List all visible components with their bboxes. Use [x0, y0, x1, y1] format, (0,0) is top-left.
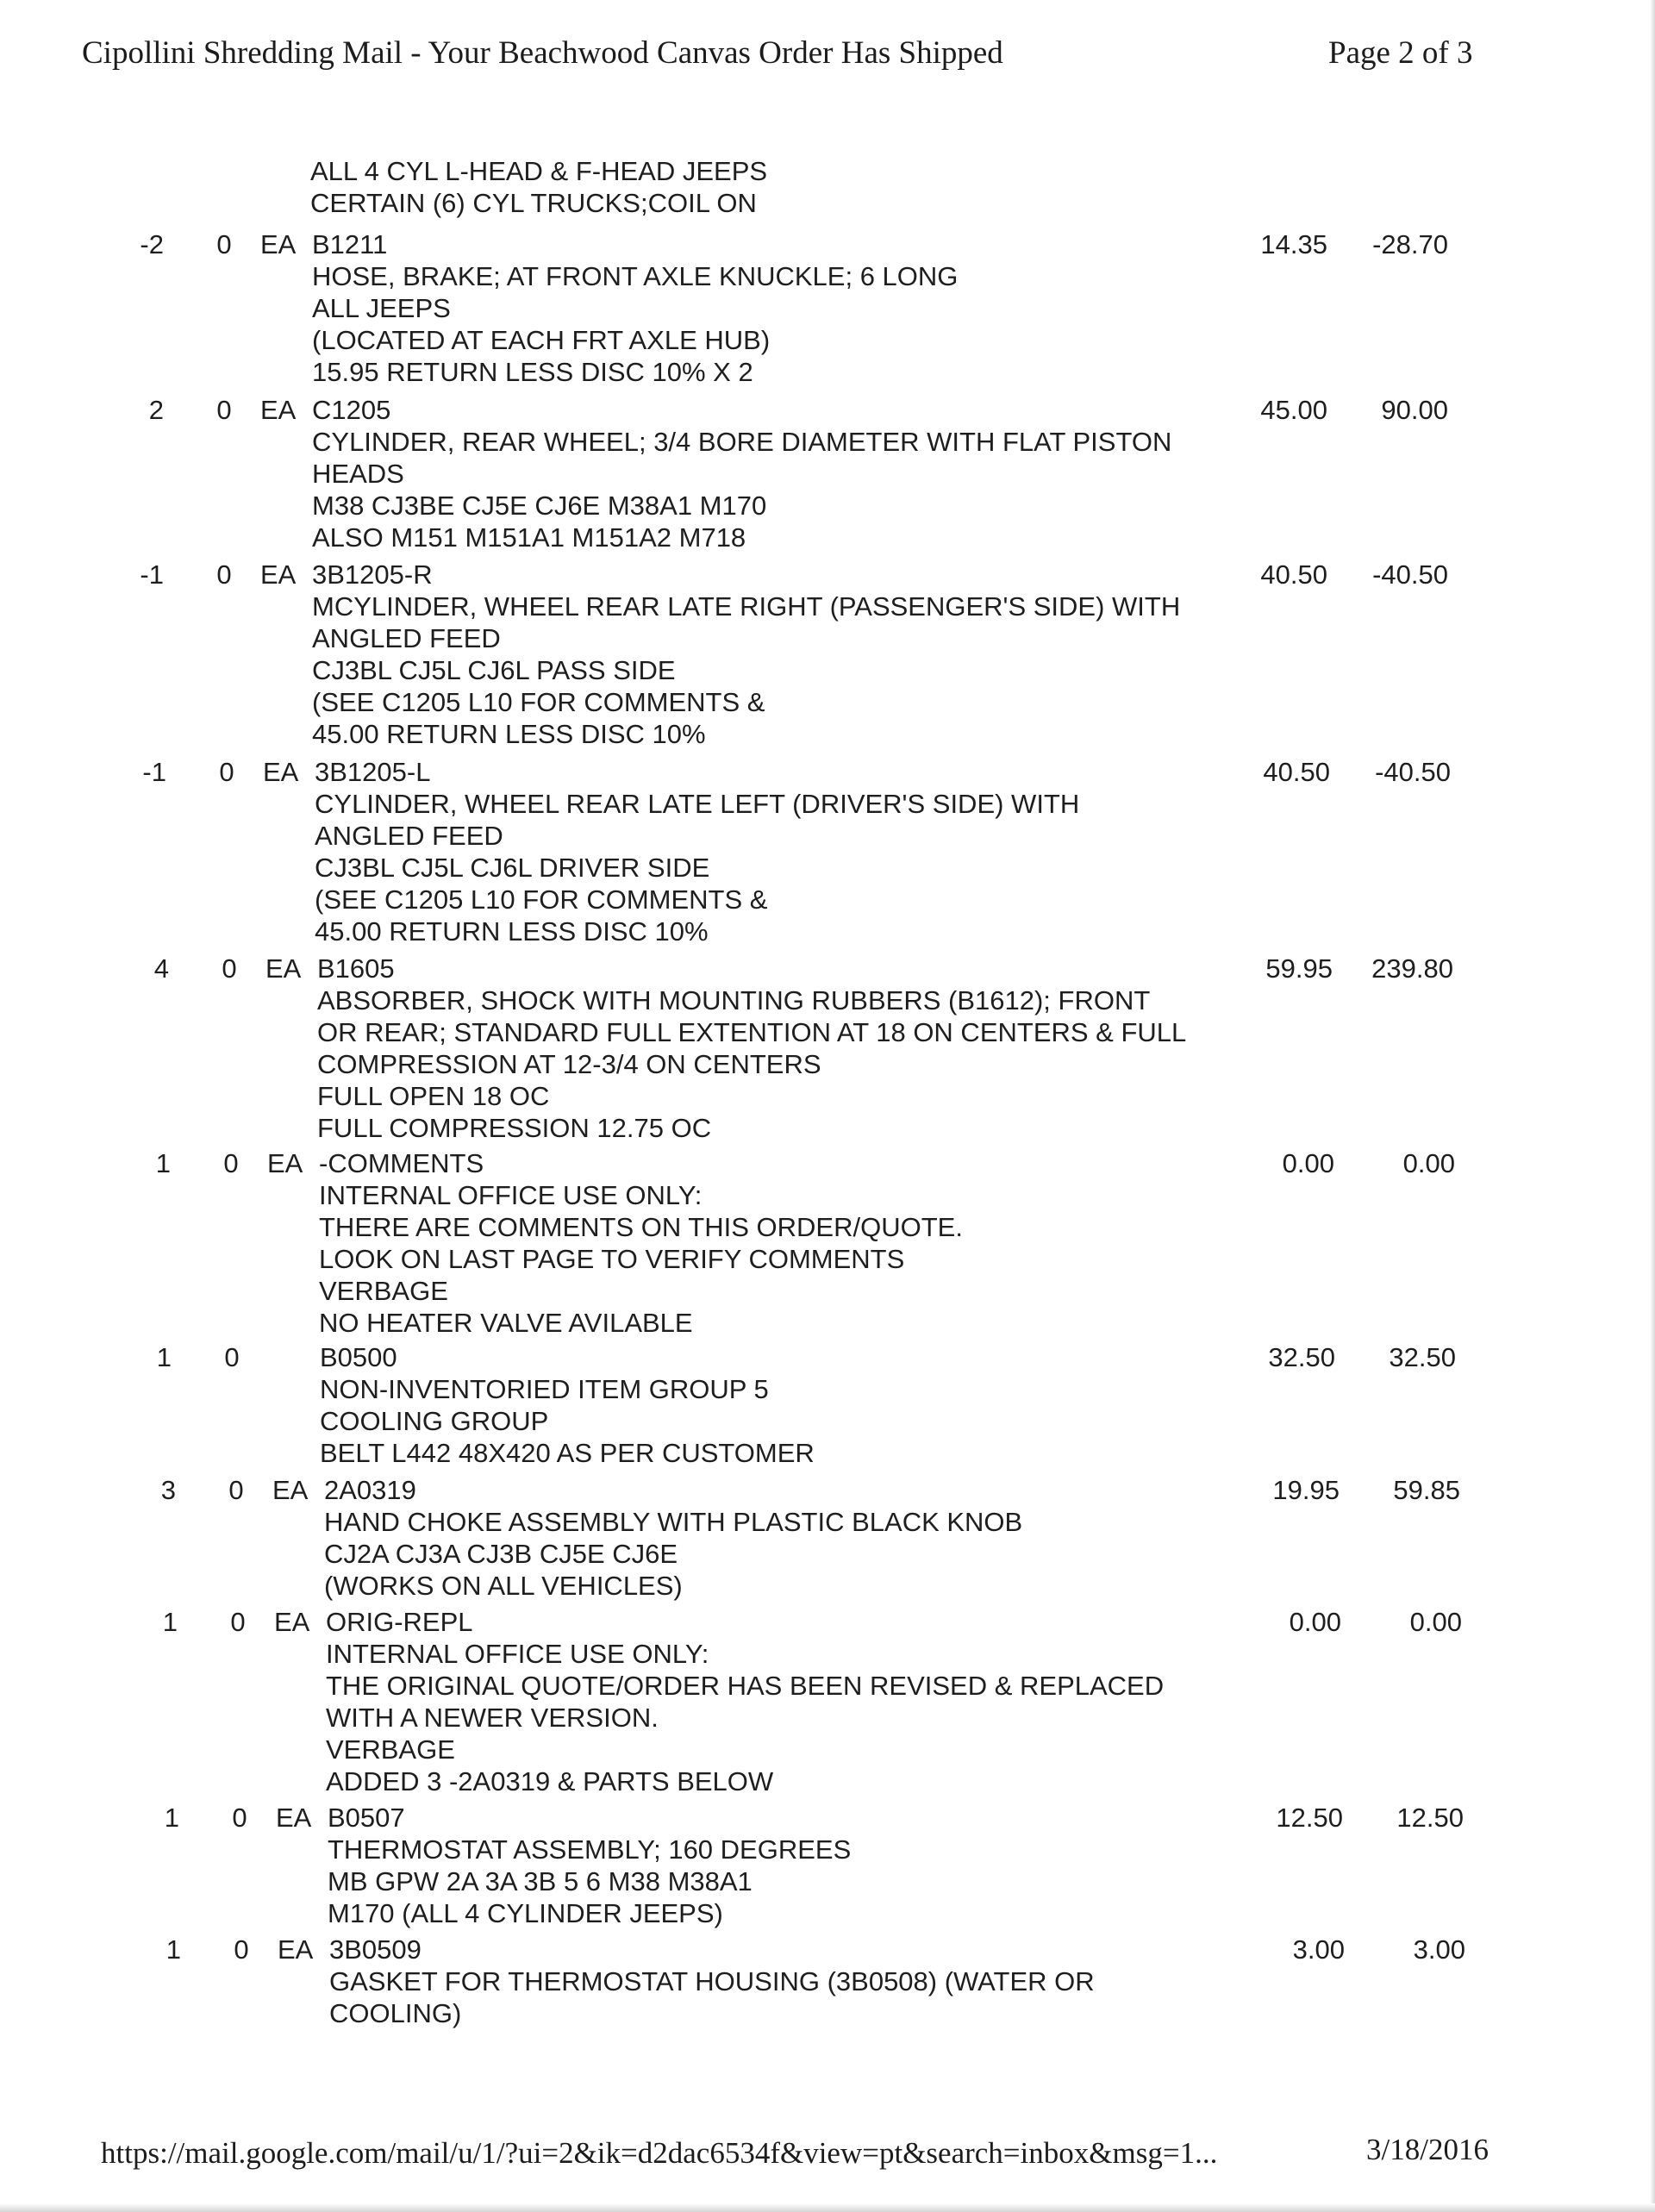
description-line: (LOCATED AT EACH FRT AXLE HUB) [312, 325, 771, 355]
extended-amount: 0.00 [1409, 1607, 1462, 1637]
footer-date: 3/18/2016 [1366, 2133, 1489, 2166]
backorder-qty: 0 [222, 953, 237, 984]
backorder-qty: 0 [216, 229, 232, 259]
continuation-lines [310, 155, 767, 219]
unit-price: 40.50 [1260, 559, 1327, 590]
quantity: 1 [162, 1607, 178, 1637]
description-line: NON-INVENTORIED ITEM GROUP 5 [320, 1374, 769, 1404]
item-description [312, 426, 1171, 553]
page-header-title: Cipollini Shredding Mail - Your Beachwood Canvas Order Has Shipped [82, 35, 1003, 71]
description-line: VERBAGE [319, 1276, 448, 1306]
description-line: MCYLINDER, WHEEL REAR LATE RIGHT (PASSENGER'S SIDE) WITH [312, 591, 1181, 622]
quantity: 2 [148, 395, 164, 425]
part-number: C1205 [312, 395, 391, 425]
unit-of-measure: EA [263, 757, 299, 787]
unit-of-measure: EA [274, 1607, 310, 1637]
description-line: GASKET FOR THERMOSTAT HOUSING (3B0508) (WATER OR [329, 1966, 1095, 1996]
unit-price: 3.00 [1292, 1934, 1345, 1965]
item-description [328, 1834, 851, 1929]
part-number: -COMMENTS [319, 1148, 484, 1178]
item-description [326, 1638, 1164, 1797]
quantity: 1 [156, 1342, 172, 1372]
description-line: CJ3BL CJ5L CJ6L DRIVER SIDE [315, 853, 710, 883]
unit-price: 45.00 [1260, 395, 1327, 425]
extended-amount: 239.80 [1371, 953, 1453, 984]
unit-of-measure: EA [260, 559, 297, 590]
unit-price: 0.00 [1289, 1607, 1341, 1637]
description-line: CJ3BL CJ5L CJ6L PASS SIDE [312, 655, 676, 685]
part-number: B1605 [317, 953, 395, 984]
item-description [317, 984, 1186, 1144]
extended-amount: 0.00 [1402, 1148, 1455, 1178]
page-number: Page 2 of 3 [1328, 35, 1473, 71]
unit-of-measure: EA [276, 1803, 312, 1833]
backorder-qty: 0 [223, 1148, 239, 1178]
description-line: (WORKS ON ALL VEHICLES) [324, 1571, 683, 1601]
item-description [324, 1506, 1022, 1602]
unit-price: 12.50 [1276, 1803, 1343, 1833]
item-description [312, 260, 958, 388]
scan-edge [0, 2203, 1655, 2212]
description-line: BELT L442 48X420 AS PER CUSTOMER [320, 1438, 815, 1468]
unit-of-measure: EA [278, 1934, 314, 1965]
description-line: CJ2A CJ3A CJ3B CJ5E CJ6E [324, 1539, 678, 1569]
extended-amount: -40.50 [1375, 757, 1451, 787]
quantity: 1 [164, 1803, 179, 1833]
description-line: 15.95 RETURN LESS DISC 10% X 2 [312, 357, 753, 387]
unit-price: 0.00 [1282, 1148, 1334, 1178]
unit-of-measure: EA [260, 395, 297, 425]
description-line: COOLING GROUP [320, 1406, 549, 1436]
unit-price: 59.95 [1265, 953, 1333, 984]
description-line: OR REAR; STANDARD FULL EXTENTION AT 18 ON CENTERS & FULL [317, 1017, 1187, 1047]
backorder-qty: 0 [224, 1342, 240, 1372]
description-line: ANGLED FEED [315, 821, 503, 851]
quantity: -1 [142, 757, 166, 787]
description-line: WITH A NEWER VERSION. [326, 1703, 659, 1733]
description-line: (SEE C1205 L10 FOR COMMENTS & [315, 884, 768, 915]
backorder-qty: 0 [216, 395, 232, 425]
item-description [329, 1965, 1095, 2029]
description-line: THERE ARE COMMENTS ON THIS ORDER/QUOTE. [319, 1212, 963, 1242]
description-line: 45.00 RETURN LESS DISC 10% [315, 916, 709, 947]
part-number: B0507 [328, 1803, 405, 1833]
unit-of-measure: EA [272, 1475, 309, 1505]
extended-amount: 59.85 [1393, 1475, 1460, 1505]
description-line: M170 (ALL 4 CYLINDER JEEPS) [328, 1898, 723, 1928]
description-line: FULL OPEN 18 OC [317, 1081, 550, 1111]
extended-amount: 90.00 [1381, 395, 1448, 425]
item-description [315, 788, 1079, 947]
unit-of-measure: EA [260, 229, 297, 259]
unit-of-measure: EA [265, 953, 302, 984]
backorder-qty: 0 [219, 757, 234, 787]
part-number: 3B0509 [329, 1934, 422, 1965]
unit-price: 14.35 [1260, 229, 1327, 259]
quantity: -2 [140, 229, 164, 259]
description-line: INTERNAL OFFICE USE ONLY: [319, 1180, 703, 1210]
part-number: 2A0319 [324, 1475, 416, 1505]
description-line: ALL JEEPS [312, 293, 451, 323]
description-line: VERBAGE [326, 1734, 455, 1765]
description-line: CERTAIN (6) CYL TRUCKS;COIL ON [310, 188, 757, 218]
backorder-qty: 0 [232, 1803, 247, 1833]
extended-amount: 12.50 [1396, 1803, 1464, 1833]
backorder-qty: 0 [228, 1475, 244, 1505]
description-line: CYLINDER, WHEEL REAR LATE LEFT (DRIVER'S SIDE) WITH [315, 789, 1080, 819]
scan-edge [1650, 0, 1655, 2212]
unit-price: 32.50 [1268, 1342, 1335, 1372]
backorder-qty: 0 [216, 559, 232, 590]
description-line: HEADS [312, 459, 404, 489]
description-line: ALSO M151 M151A1 M151A2 M718 [312, 522, 746, 553]
description-line: COOLING) [329, 1998, 462, 2028]
backorder-qty: 0 [234, 1934, 249, 1965]
backorder-qty: 0 [230, 1607, 246, 1637]
quantity: 3 [160, 1475, 176, 1505]
unit-price: 40.50 [1263, 757, 1330, 787]
description-line: (SEE C1205 L10 FOR COMMENTS & [312, 687, 765, 717]
description-line: ALL 4 CYL L-HEAD & F-HEAD JEEPS [310, 156, 768, 186]
part-number: 3B1205-R [312, 559, 433, 590]
extended-amount: -40.50 [1372, 559, 1448, 590]
part-number: ORIG-REPL [326, 1607, 473, 1637]
description-line: MB GPW 2A 3A 3B 5 6 M38 M38A1 [328, 1866, 753, 1896]
extended-amount: -28.70 [1372, 229, 1448, 259]
unit-of-measure: EA [267, 1148, 303, 1178]
unit-price: 19.95 [1272, 1475, 1340, 1505]
description-line: ADDED 3 -2A0319 & PARTS BELOW [326, 1766, 774, 1796]
item-description [320, 1373, 815, 1469]
quantity: -1 [140, 559, 164, 590]
description-line: COMPRESSION AT 12-3/4 ON CENTERS [317, 1049, 821, 1079]
description-line: THERMOSTAT ASSEMBLY; 160 DEGREES [328, 1834, 852, 1865]
part-number: 3B1205-L [315, 757, 431, 787]
quantity: 1 [166, 1934, 181, 1965]
description-line: FULL COMPRESSION 12.75 OC [317, 1113, 712, 1143]
description-line: HAND CHOKE ASSEMBLY WITH PLASTIC BLACK KNOB [324, 1507, 1023, 1537]
description-line: HOSE, BRAKE; AT FRONT AXLE KNUCKLE; 6 LONG [312, 261, 959, 291]
footer-url: https://mail.google.com/mail/u/1/?ui=2&ik=d2dac6534f&view=pt&search=inbox&msg=1... [101, 2136, 1218, 2170]
description-line: THE ORIGINAL QUOTE/ORDER HAS BEEN REVISED & REPLACED [326, 1671, 1165, 1701]
description-line: M38 CJ3BE CJ5E CJ6E M38A1 M170 [312, 491, 767, 521]
description-line: 45.00 RETURN LESS DISC 10% [312, 719, 706, 749]
part-number: B1211 [312, 229, 388, 259]
item-description [312, 590, 1180, 750]
extended-amount: 3.00 [1413, 1934, 1465, 1965]
description-line: ABSORBER, SHOCK WITH MOUNTING RUBBERS (B1612); FRONT [317, 985, 1151, 1015]
item-description [319, 1179, 963, 1339]
extended-amount: 32.50 [1389, 1342, 1456, 1372]
description-line: CYLINDER, REAR WHEEL; 3/4 BORE DIAMETER WITH FLAT PISTON [312, 427, 1172, 457]
description-line: LOOK ON LAST PAGE TO VERIFY COMMENTS [319, 1244, 905, 1274]
description-line: ANGLED FEED [312, 623, 501, 653]
quantity: 4 [153, 953, 169, 984]
part-number: B0500 [320, 1342, 397, 1372]
description-line: INTERNAL OFFICE USE ONLY: [326, 1639, 709, 1669]
description-line: NO HEATER VALVE AVILABLE [319, 1308, 693, 1338]
quantity: 1 [155, 1148, 171, 1178]
